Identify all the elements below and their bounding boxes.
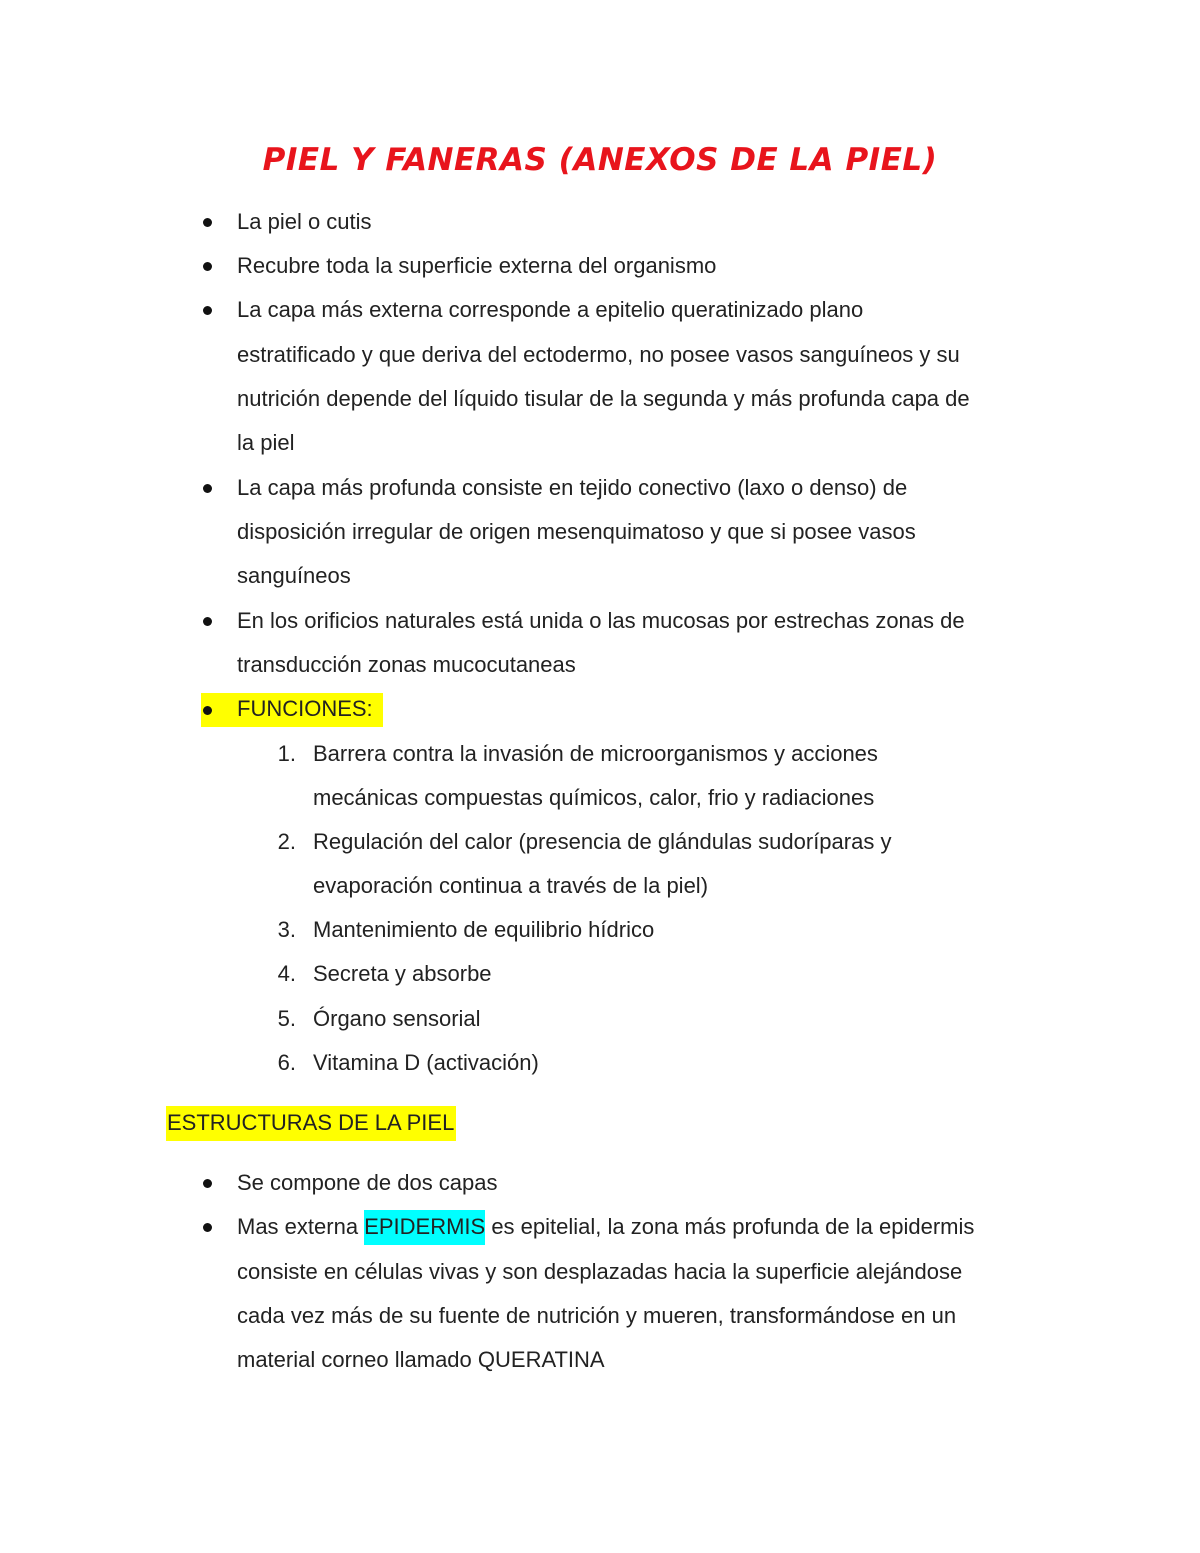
list-item-line: nutrición depende del líquido tisular de la segunda y más profunda capa de: [237, 386, 970, 411]
numbered-item-line: Mantenimiento de equilibrio hídrico: [313, 917, 655, 942]
bullet-icon: [203, 218, 212, 227]
bullet-icon: [203, 706, 212, 715]
list-item-line: la piel: [237, 430, 295, 455]
list-item-line: La capa más externa corresponde a epitelio queratinizado plano: [237, 297, 864, 322]
bullet-icon: [203, 306, 212, 315]
numbered-item-line: Secreta y absorbe: [313, 961, 492, 986]
bullet-icon: [203, 262, 212, 271]
list-item-line: material corneo llamado QUERATINA: [237, 1347, 605, 1372]
list-number: 3.: [277, 917, 296, 942]
list-item: Se compone de dos capas: [237, 1170, 498, 1195]
numbered-item-line: mecánicas compuestas químicos, calor, frio y radiaciones: [313, 785, 875, 810]
section-heading: ESTRUCTURAS DE LA PIEL: [166, 1106, 456, 1141]
funciones-label: FUNCIONES:: [237, 696, 373, 721]
numbered-item-line: Órgano sensorial: [313, 1006, 481, 1031]
numbered-item-line: Regulación del calor (presencia de glándulas sudoríparas y: [313, 829, 892, 854]
list-item-line: cada vez más de su fuente de nutrición y mueren, transformándose en un: [237, 1303, 957, 1328]
text-run: es epitelial, la zona más profunda de la epidermis: [485, 1214, 975, 1239]
list-item-line: estratificado y que deriva del ectodermo, no posee vasos sanguíneos y su: [237, 342, 960, 367]
numbered-item-line: Vitamina D (activación): [313, 1050, 539, 1075]
bullet-icon: [203, 1179, 212, 1188]
list-item-line: En los orificios naturales está unida o las mucosas por estrechas zonas de: [237, 608, 965, 633]
list-number: 5.: [277, 1006, 296, 1031]
bullet-icon: [203, 617, 212, 626]
list-item-line: La capa más profunda consiste en tejido conectivo (laxo o denso) de: [237, 475, 908, 500]
list-item-line: transducción zonas mucocutaneas: [237, 652, 576, 677]
list-item: Recubre toda la superficie externa del organismo: [237, 253, 717, 278]
list-item-line: consiste en células vivas y son desplazadas hacia la superficie alejándose: [237, 1259, 963, 1284]
epidermis-highlight: EPIDERMIS: [364, 1210, 485, 1245]
list-item-line: disposición irregular de origen mesenquimatoso y que si posee vasos: [237, 519, 916, 544]
list-number: 2.: [277, 829, 296, 854]
list-item-line: [237, 1212, 974, 1242]
list-number: 6.: [277, 1050, 296, 1075]
list-item-line: sanguíneos: [237, 563, 351, 588]
list-number: 1.: [277, 741, 296, 766]
list-number: 4.: [277, 961, 296, 986]
numbered-item-line: evaporación continua a través de la piel): [313, 873, 709, 898]
page-title: PIEL Y FANERAS (ANEXOS DE LA PIEL): [262, 142, 938, 178]
text-run: Mas externa: [237, 1214, 365, 1239]
bullet-icon: [203, 1223, 212, 1232]
list-item: La piel o cutis: [237, 209, 372, 234]
bullet-icon: [203, 484, 212, 493]
numbered-item-line: Barrera contra la invasión de microorganismos y acciones: [313, 741, 878, 766]
